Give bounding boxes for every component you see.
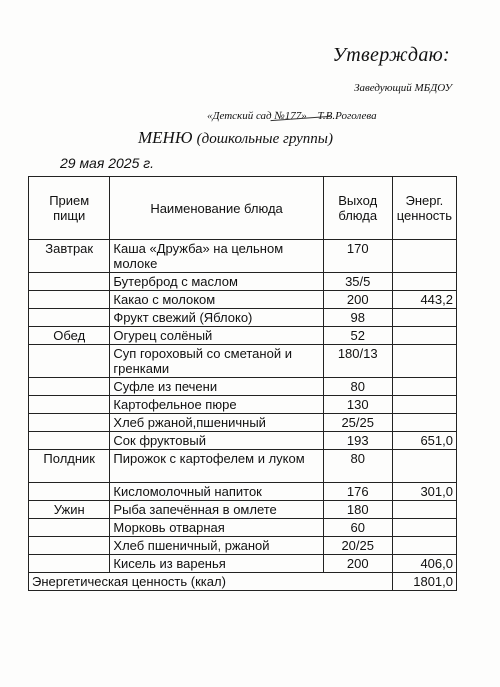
dish-cell: Огурец солёный — [110, 327, 323, 345]
dish-cell: Хлеб ржаной,пшеничный — [110, 414, 323, 432]
output-cell: 35/5 — [323, 273, 392, 291]
output-cell: 180/13 — [323, 345, 392, 378]
dish-cell: Суп гороховый со сметаной и гренками — [110, 345, 323, 378]
dish-cell: Хлеб пшеничный, ржаной — [110, 537, 323, 555]
column-header-output: Выход блюда — [323, 177, 392, 240]
table-row — [29, 450, 457, 483]
dish-cell: Пирожок с картофелем и луком — [110, 450, 323, 483]
energy-cell — [392, 273, 456, 291]
output-cell: 52 — [323, 327, 392, 345]
table-header-row — [29, 177, 457, 240]
meal-cell — [29, 537, 110, 555]
energy-cell: 301,0 — [392, 483, 456, 501]
table-row — [29, 240, 457, 273]
meal-cell: Обед — [29, 327, 110, 345]
meal-cell — [29, 309, 110, 327]
dish-cell: Сок фруктовый — [110, 432, 323, 450]
energy-cell — [392, 309, 456, 327]
total-value: 1801,0 — [392, 573, 456, 591]
table-row — [29, 345, 457, 378]
dish-cell: Суфле из печени — [110, 378, 323, 396]
menu-title-sub: (дошкольные группы) — [196, 131, 333, 147]
dish-cell: Бутерброд с маслом — [110, 273, 323, 291]
meal-cell — [29, 345, 110, 378]
meal-cell — [29, 396, 110, 414]
energy-cell — [392, 345, 456, 378]
meal-cell — [29, 432, 110, 450]
dish-cell: Кисломолочный напиток — [110, 483, 323, 501]
dish-cell: Каша «Дружба» на цельном молоке — [110, 240, 323, 273]
energy-cell — [392, 501, 456, 519]
signatory-name: Т.В.Роголева — [317, 110, 377, 122]
meal-cell — [29, 483, 110, 501]
table-row — [29, 414, 457, 432]
output-cell: 60 — [323, 519, 392, 537]
energy-cell — [392, 327, 456, 345]
menu-date: 29 мая 2025 г. — [60, 155, 155, 171]
output-cell: 200 — [323, 291, 392, 309]
table-row — [29, 273, 457, 291]
table-row — [29, 396, 457, 414]
table-row — [29, 501, 457, 519]
output-cell: 20/25 — [323, 537, 392, 555]
energy-cell — [392, 378, 456, 396]
meal-cell — [29, 555, 110, 573]
output-cell: 130 — [323, 396, 392, 414]
table-row — [29, 519, 457, 537]
organization-name: «Детский сад №177» — [207, 110, 307, 122]
output-cell: 200 — [323, 555, 392, 573]
energy-cell: 443,2 — [392, 291, 456, 309]
meal-cell: Завтрак — [29, 240, 110, 273]
dish-cell: Фрукт свежий (Яблоко) — [110, 309, 323, 327]
output-cell: 170 — [323, 240, 392, 273]
energy-cell — [392, 396, 456, 414]
output-cell: 98 — [323, 309, 392, 327]
energy-cell — [392, 537, 456, 555]
energy-cell — [392, 240, 456, 273]
menu-title — [138, 128, 333, 148]
meal-cell — [29, 519, 110, 537]
output-cell: 180 — [323, 501, 392, 519]
output-cell: 80 — [323, 450, 392, 483]
output-cell: 193 — [323, 432, 392, 450]
table-row — [29, 309, 457, 327]
approver-position: Заведующий МБДОУ — [354, 82, 452, 94]
menu-table — [28, 176, 457, 591]
energy-cell: 651,0 — [392, 432, 456, 450]
table-row — [29, 483, 457, 501]
meal-cell — [29, 273, 110, 291]
approval-heading: Утверждаю: — [332, 44, 450, 66]
meal-cell — [29, 378, 110, 396]
meal-cell — [29, 414, 110, 432]
total-label: Энергетическая ценность (ккал) — [29, 573, 393, 591]
table-row — [29, 378, 457, 396]
table-row — [29, 555, 457, 573]
output-cell: 25/25 — [323, 414, 392, 432]
meal-cell: Полдник — [29, 450, 110, 483]
total-row — [29, 573, 457, 591]
menu-title-main: МЕНЮ — [138, 128, 193, 147]
dish-cell: Кисель из варенья — [110, 555, 323, 573]
energy-cell — [392, 450, 456, 483]
dish-cell: Какао с молоком — [110, 291, 323, 309]
dish-cell: Морковь отварная — [110, 519, 323, 537]
output-cell: 176 — [323, 483, 392, 501]
meal-cell — [29, 291, 110, 309]
column-header-dish: Наименование блюда — [110, 177, 323, 240]
column-header-meal: Прием пищи — [29, 177, 110, 240]
energy-cell: 406,0 — [392, 555, 456, 573]
dish-cell: Рыба запечённая в омлете — [110, 501, 323, 519]
energy-cell — [392, 414, 456, 432]
table-row — [29, 432, 457, 450]
table-row — [29, 537, 457, 555]
dish-cell: Картофельное пюре — [110, 396, 323, 414]
table-body — [29, 240, 457, 591]
output-cell: 80 — [323, 378, 392, 396]
meal-cell: Ужин — [29, 501, 110, 519]
table-row — [29, 327, 457, 345]
table-row — [29, 291, 457, 309]
energy-cell — [392, 519, 456, 537]
column-header-energy: Энерг. ценность — [392, 177, 456, 240]
